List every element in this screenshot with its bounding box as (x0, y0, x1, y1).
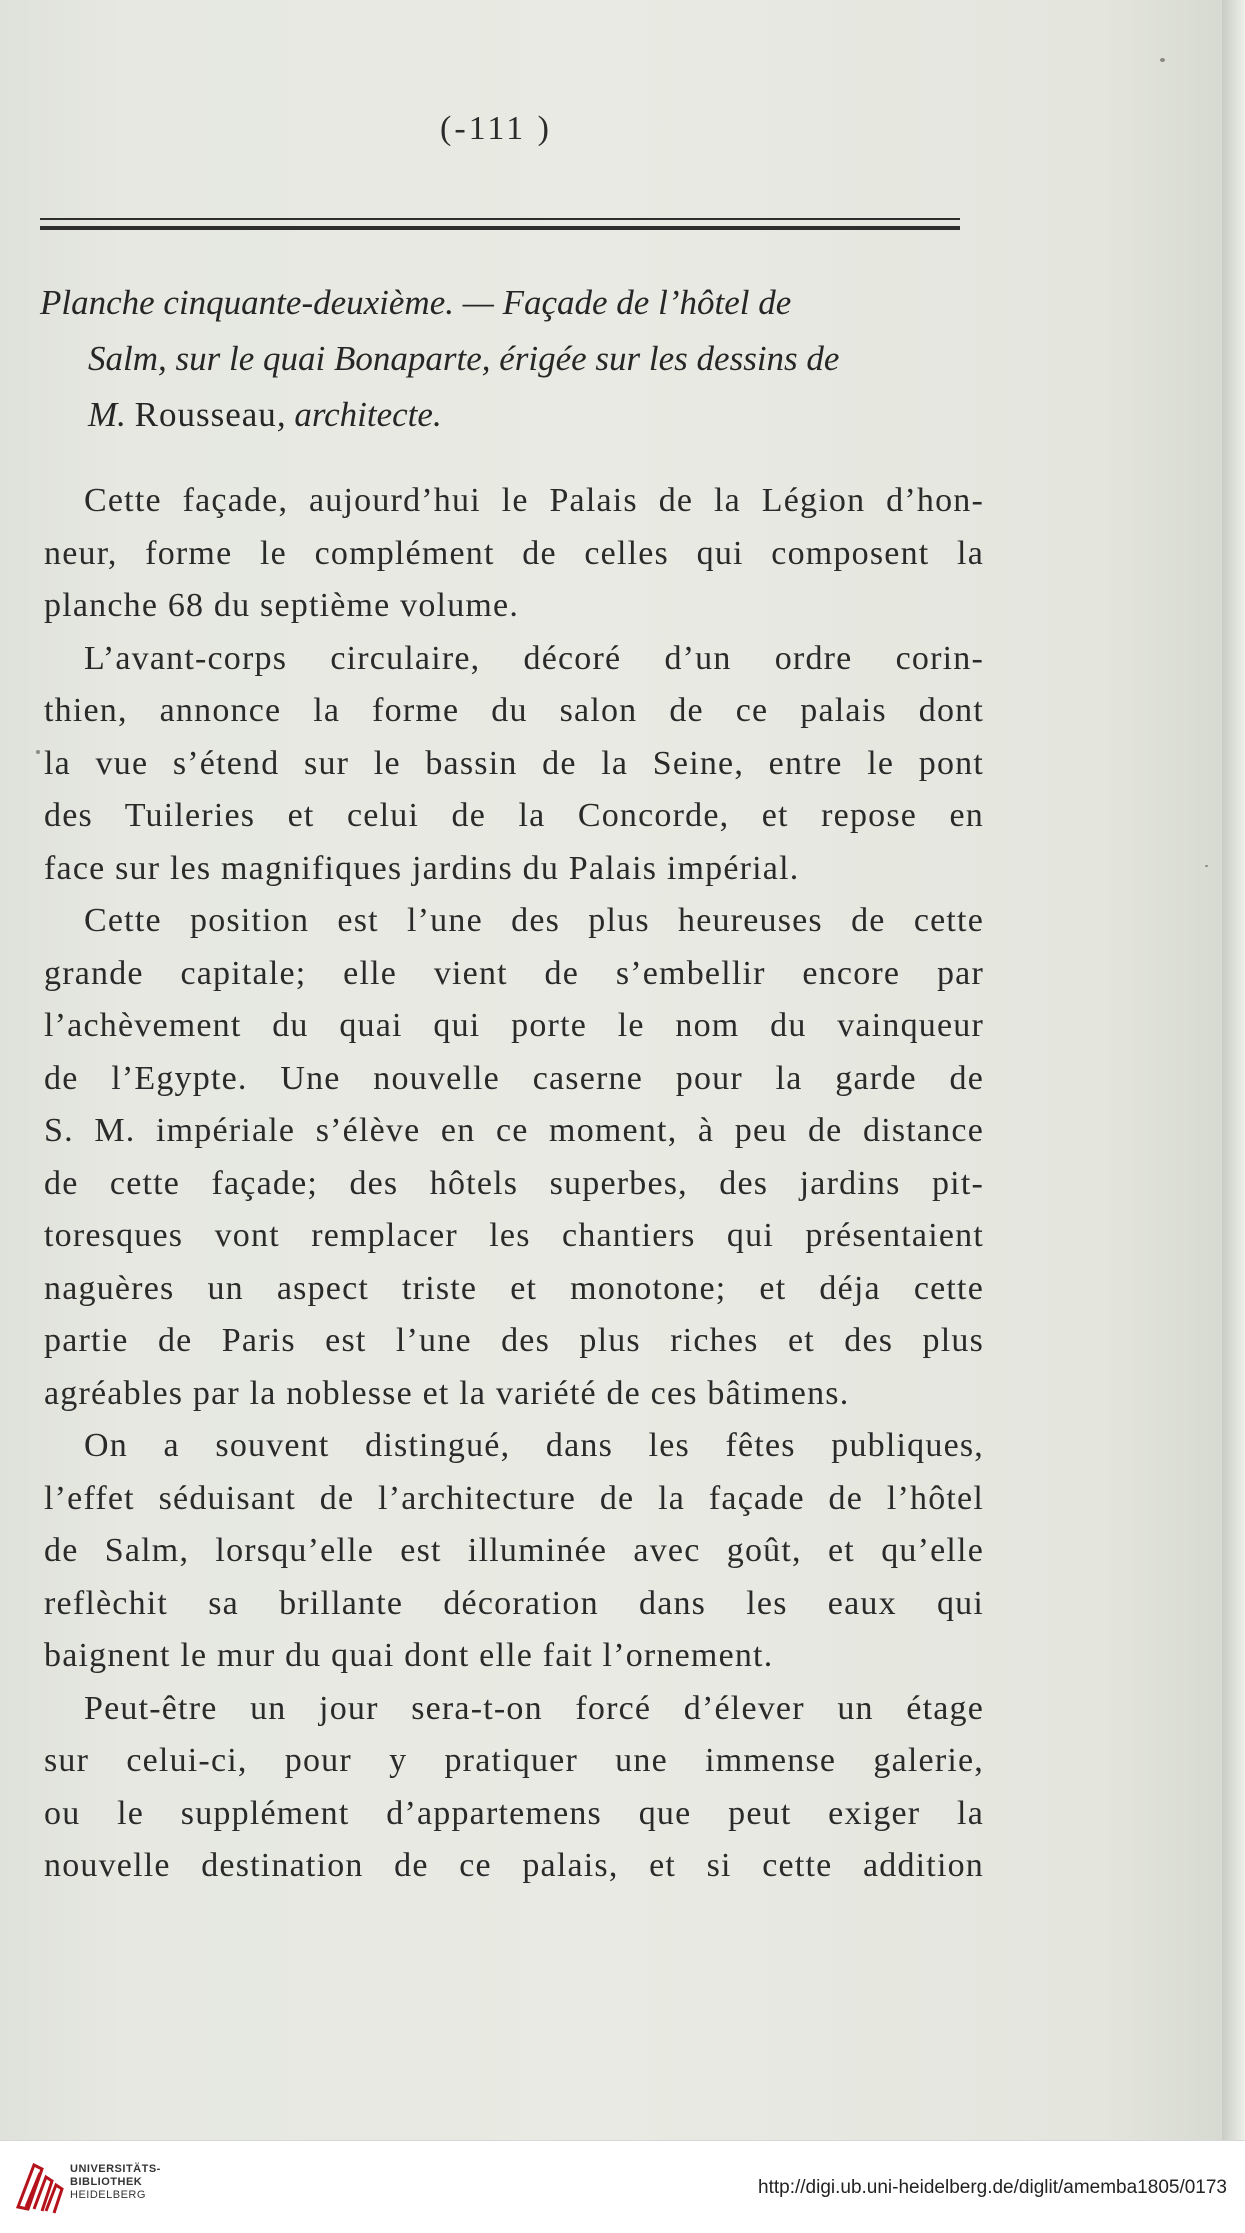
text-line: toresques vont remplacer les chantiers qui présentaient (44, 1217, 984, 1254)
text-line: thien, annonce la forme du salon de ce palais dont (44, 692, 984, 729)
text-line: planche 68 du septième volume. (44, 587, 520, 624)
body-text (44, 475, 984, 1893)
text-line: la vue s’étend sur le bassin de la Seine, entre le pont (44, 744, 984, 782)
text-line: nouvelle destination de ce palais, et si cette addition (44, 1847, 984, 1884)
text-line: de l’Egypte. Une nouvelle caserne pour la garde de (44, 1059, 984, 1097)
text-line: On a souvent distingué, dans les fêtes publiques, (84, 1427, 984, 1464)
permalink-url[interactable]: http://digi.ub.uni-heidelberg.de/diglit/amemba1805/0173 (758, 2177, 1227, 2198)
caption-line-3 (40, 387, 990, 443)
text-line: neur, forme le complément de celles qui composent la (44, 534, 984, 572)
text-line: l’achèvement du quai qui porte le nom du vainqueur (44, 1007, 984, 1044)
header-rule-thin (40, 218, 960, 220)
page-edge (1222, 0, 1245, 2140)
paper-speck (36, 750, 40, 754)
text-line: l’effet séduisant de l’architecture de la façade de l’hôtel (44, 1479, 984, 1517)
text-line: reflèchit sa brillante décoration dans les eaux qui (44, 1584, 984, 1622)
caption-architect-name: Rousseau (134, 395, 277, 434)
text-line: de cette façade; des hôtels superbes, des jardins pit- (44, 1164, 984, 1202)
text-line: de Salm, lorsqu’elle est illuminée avec goût, et qu’elle (44, 1532, 984, 1569)
text-line: Cette façade, aujourd’hui le Palais de la Légion d’hon- (84, 482, 984, 519)
caption-line-1: Planche cinquante-deuxième. — Façade de l’hôtel de (40, 283, 792, 322)
text-line: ou le supplément d’appartemens que peut exiger la (44, 1794, 984, 1832)
university-library-logo-icon[interactable] (12, 2155, 68, 2215)
text-line: S. M. impériale s’élève en ce moment, à peu de distance (44, 1112, 984, 1149)
plate-caption (40, 275, 990, 443)
caption-suffix: , architecte. (276, 395, 442, 434)
text-line: naguères un aspect triste et monotone; et déja cette (44, 1269, 984, 1307)
caption-initial: M. (88, 395, 126, 434)
text-line: Cette position est l’une des plus heureuses de cette (84, 902, 984, 939)
caption-line-2: Salm, sur le quai Bonaparte, érigée sur les dessins de (88, 339, 840, 378)
text-line: partie de Paris est l’une des plus riches et des plus (44, 1322, 984, 1359)
library-footer (0, 2140, 1245, 2233)
header-rule-thick (40, 226, 960, 230)
text-line: sur celui-ci, pour y pratiquer une immense galerie, (44, 1742, 984, 1779)
text-line: L’avant-corps circulaire, décoré d’un ordre corin- (84, 639, 984, 677)
library-name[interactable] (70, 2163, 161, 2202)
text-line: face sur les magnifiques jardins du Palais impérial. (44, 849, 800, 887)
library-name-line-3: HEIDELBERG (70, 2189, 146, 2201)
text-line: baignent le mur du quai dont elle fait l’ornement. (44, 1637, 774, 1674)
paper-speck (1205, 865, 1208, 867)
text-line: grande capitale; elle vient de s’embellir encore par (44, 954, 984, 992)
page-number: (-111 ) (440, 110, 552, 147)
text-line: agréables par la noblesse et la variété de ces bâtimens. (44, 1374, 850, 1412)
paper-speck (1160, 58, 1165, 62)
text-line: Peut-être un jour sera-t-on forcé d’élever un étage (84, 1689, 984, 1727)
text-line: des Tuileries et celui de la Concorde, et repose en (44, 797, 984, 834)
library-name-line-2: BIBLIOTHEK (70, 2176, 143, 2188)
library-name-line-1: UNIVERSITÄTS- (70, 2163, 161, 2175)
